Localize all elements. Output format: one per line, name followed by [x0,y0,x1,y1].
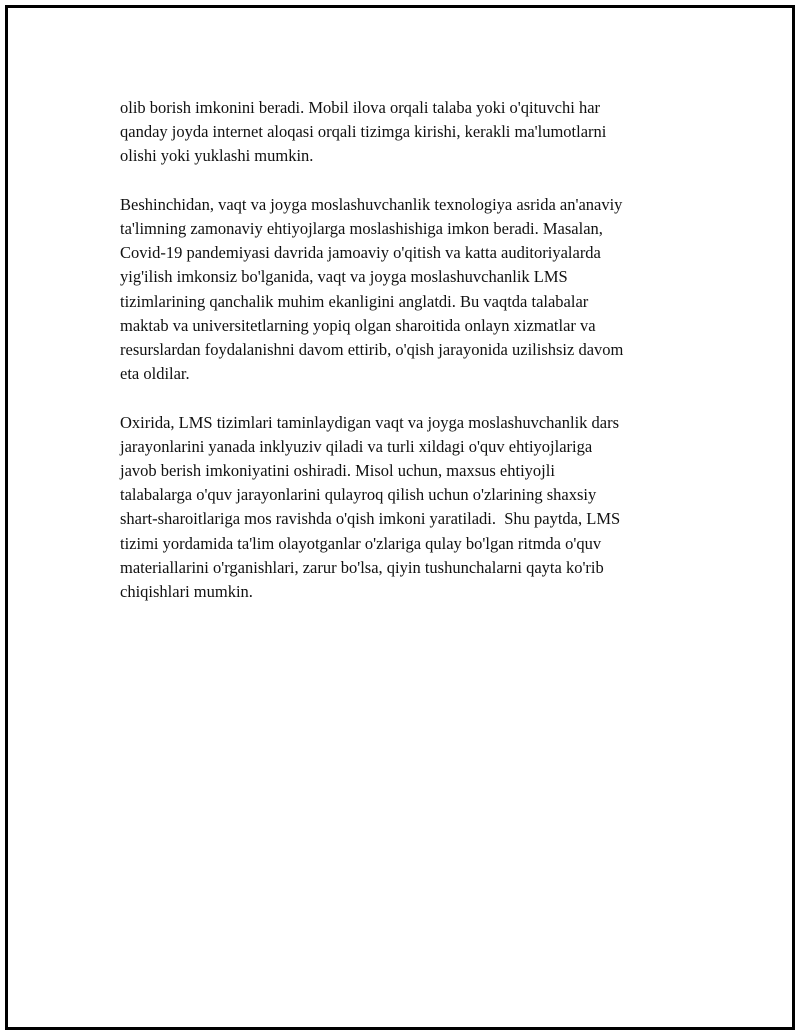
text-line: tizimi yordamida ta'lim olayotganlar o'zlariga qulay bo'lgan ritmda o'quv [120,533,602,553]
paragraph-3 [120,411,700,605]
text-line: yig'ilish imkonsiz bo'lganida, vaqt va joyga moslashuvchanlik LMS [120,267,568,287]
text-line: olishi yoki yuklashi mumkin. [120,146,314,166]
text-line: talabalarga o'quv jarayonlarini qulayroq qilish uchun o'zlarining shaxsiy [120,485,597,505]
text-line: ta'limning zamonaviy ehtiyojlarga moslashishiga imkon beradi. Masalan, [120,219,603,238]
document-body [120,96,700,628]
text-line: Covid-19 pandemiyasi davrida jamoaviy o'qitish va katta auditoriyalarda [120,243,601,263]
text-line: Oxirida, LMS tizimlari taminlaydigan vaqt va joyga moslashuvchanlik dars [120,412,620,432]
text-line: resurslardan foydalanishni davom ettirib, o'qish jarayonida uzilishsiz davom [120,340,624,360]
text-line: shart-sharoitlariga mos ravishda o'qish imkoni yaratiladi. Shu paytda, LMS [120,509,621,529]
text-line: olib borish imkonini beradi. Mobil ilova orqali talaba yoki o'qituvchi har [120,98,601,117]
text-line: Beshinchidan, vaqt va joyga moslashuvchanlik texnologiya asrida an'anaviy [120,194,623,214]
text-line: jarayonlarini yanada inklyuziv qiladi va turli xildagi o'quv ehtiyojlariga [120,436,593,456]
paragraph-1 [120,96,700,169]
text-line: qanday joyda internet aloqasi orqali tizimga kirishi, kerakli ma'lumotlarni [120,122,607,142]
text-line: tizimlarining qanchalik muhim ekanligini anglatdi. Bu vaqtda talabalar [120,291,589,311]
text-line: javob berish imkoniyatini oshiradi. Misol uchun, maxsus ehtiyojli [120,461,555,481]
text-line: maktab va universitetlarning yopiq olgan sharoitida onlayn xizmatlar va [120,315,596,335]
text-line: materiallarini o'rganishlari, zarur bo'lsa, qiyin tushunchalarni qayta ko'rib [120,557,604,577]
text-line: eta oldilar. [120,364,190,384]
document-page [5,5,795,1030]
paragraph-2 [120,193,700,387]
text-line: chiqishlari mumkin. [120,582,253,602]
